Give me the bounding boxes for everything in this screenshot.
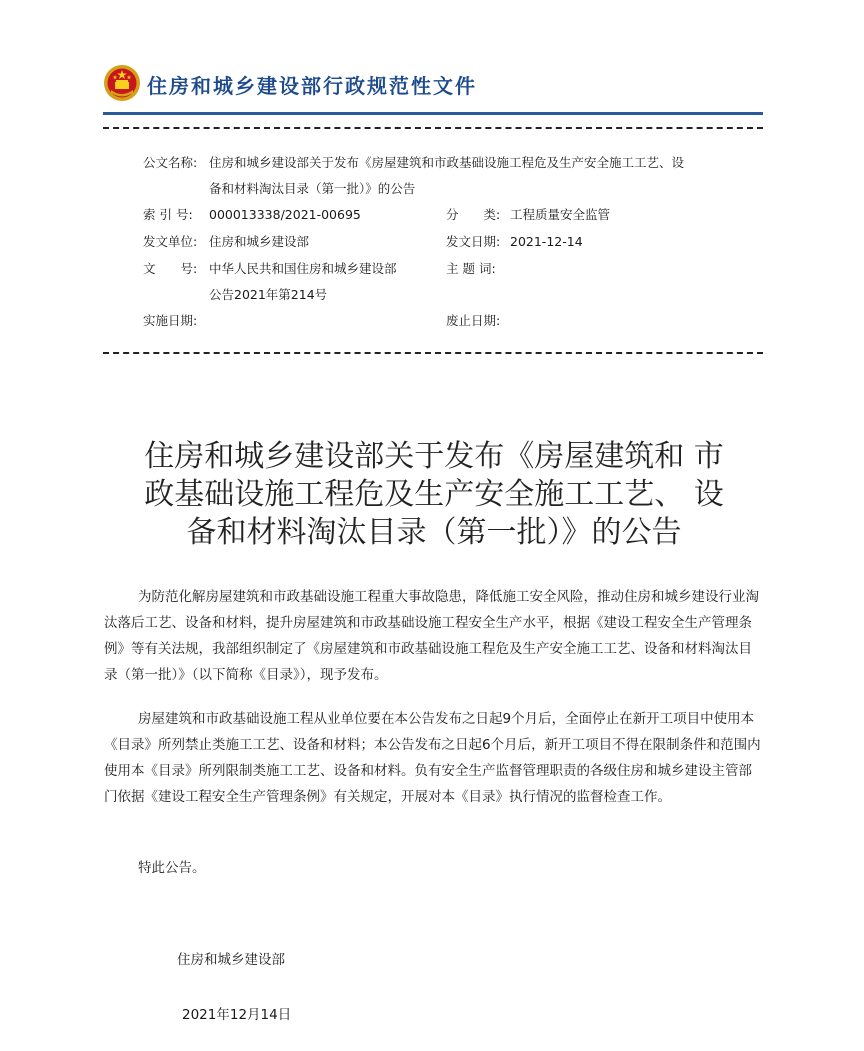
signature-text: 住房和城乡建设部 (177, 952, 285, 968)
document-header (103, 64, 763, 104)
meta-docnum-label: 文 号: (143, 261, 198, 276)
meta-name-label: 公文名称: (143, 155, 198, 170)
meta-issue-date-value: 2021-12-14 (510, 234, 583, 249)
document-title-line2: 政基础设施工程危及生产安全施工工艺、 设 (144, 477, 724, 512)
meta-issuer-value: 住房和城乡建设部 (209, 234, 310, 249)
meta-docnum-value-line1: 中华人民共和国住房和城乡建设部 (209, 261, 397, 276)
meta-issuer-label: 发文单位: (143, 234, 198, 249)
meta-name-value-line1: 住房和城乡建设部关于发布《房屋建筑和市政基础设施工程危及生产安全施工工艺、设 (209, 155, 685, 170)
meta-top-divider (103, 127, 763, 129)
meta-repeal-label: 废止日期: (446, 313, 501, 328)
national-emblem-icon (103, 64, 141, 102)
document-title-line3: 备和材料淘汰目录（第一批）》的公告 (186, 515, 682, 550)
meta-name-value-line2: 备和材料淘汰目录（第一批）》的公告 (209, 181, 416, 196)
meta-effective-label: 实施日期: (143, 313, 198, 328)
header-rule (103, 112, 763, 115)
meta-category-label: 分 类: (446, 207, 501, 222)
meta-index-value: 000013338/2021-00695 (209, 207, 361, 222)
closing-text: 特此公告。 (138, 860, 206, 876)
meta-issue-date-label: 发文日期: (446, 234, 501, 249)
meta-bottom-divider (103, 352, 763, 354)
meta-docnum-value-line2: 公告2021年第214号 (209, 287, 328, 302)
signature-date: 2021年12月14日 (182, 1007, 292, 1023)
body-paragraph-1: 为防范化解房屋建筑和市政基础设施工程重大事故隐患，降低施工安全风险，推动住房和城乡建设行业淘汰落后工艺、设备和材料，提升房屋建筑和市政基础设施工程安全生产水平，根据《建设工程安全生产管理条例》等有关法规，我部组织制定了《房屋建筑和市政基础设施工程危及生产安全施工工艺、设备和材料淘汰目录（第一批）》（以下简称《目录》），现予发布。 (104, 589, 759, 683)
document-title (104, 438, 764, 552)
meta-category-value: 工程质量安全监管 (510, 207, 611, 222)
meta-subject-label: 主 题 词: (446, 261, 496, 276)
body-paragraph-2: 房屋建筑和市政基础设施工程从业单位要在本公告发布之日起9个月后，全面停止在新开工项目中使用本《目录》所列禁止类施工工艺、设备和材料；本公告发布之日起6个月后，新开工项目不得在限制条件和范围内使用本《目录》所列限制类施工工艺、设备和材料。负有安全生产监督管理职责的各级住房和城乡建设主管部门依据《建设工程安全生产管理条例》有关规定，开展对本《目录》执行情况的监督检查工作。 (104, 711, 761, 805)
meta-index-label: 索 引 号: (143, 207, 193, 222)
header-title: 住房和城乡建设部行政规范性文件 (147, 74, 477, 98)
document-title-line1: 住房和城乡建设部关于发布《房屋建筑和 市 (144, 439, 724, 474)
